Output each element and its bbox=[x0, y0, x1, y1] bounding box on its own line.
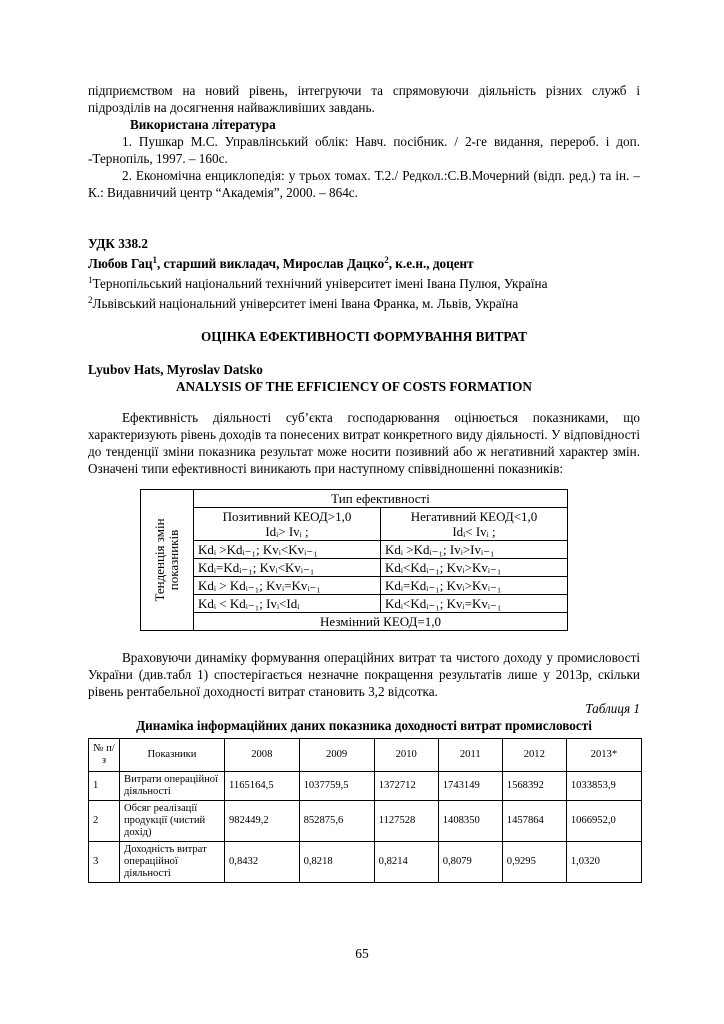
matrix-positive-header: Позитивний КЕОД>1,0 Idᵢ> Ivᵢ ; bbox=[194, 508, 381, 541]
references-heading: Використана література bbox=[130, 117, 276, 132]
table-header-cell: Показники bbox=[120, 739, 225, 772]
matrix-cell: Kdᵢ >Kdᵢ₋₁; Kvᵢ<Kvᵢ₋₁ bbox=[194, 541, 381, 559]
matrix-cell: Kdᵢ > Kdᵢ₋₁; Kvᵢ=Kvᵢ₋₁ bbox=[194, 577, 381, 595]
table-header-cell: 2012 bbox=[502, 739, 566, 772]
author-1: Любов Гац bbox=[88, 256, 153, 271]
matrix-cell: Kdᵢ=Kdᵢ₋₁; Kvᵢ>Kvᵢ₋₁ bbox=[381, 577, 568, 595]
matrix-cell: Kdᵢ<Kdᵢ₋₁; Kvᵢ>Kvᵢ₋₁ bbox=[381, 559, 568, 577]
authors-en: Lyubov Hats, Myroslav Datsko bbox=[88, 362, 263, 377]
table-header-row bbox=[89, 739, 642, 772]
table-row: 1 Витрати операційної діяльності 1165164,5 1037759,5 1372712 1743149 1568392 1033853,9 bbox=[89, 772, 642, 801]
table-header-cell: 2008 bbox=[225, 739, 300, 772]
matrix-side-label: Тенденція змін показників bbox=[141, 490, 194, 631]
matrix-type-header: Тип ефективності bbox=[194, 490, 568, 508]
matrix-cell: Kdᵢ=Kdᵢ₋₁; Kvᵢ<Kvᵢ₋₁ bbox=[194, 559, 381, 577]
table-label: Таблиця 1 bbox=[585, 701, 640, 716]
table-header-cell: 2010 bbox=[374, 739, 438, 772]
table-header-cell: 2009 bbox=[299, 739, 374, 772]
matrix-footer: Незмінний КЕОД=1,0 bbox=[194, 613, 568, 631]
table-header-cell: № п/з bbox=[89, 739, 120, 772]
intro-paragraph: підприємством на новий рівень, інтегруючи та спрямовуючи діяльність різних служб і підрозділів на досягнення найважливіших завдань. bbox=[88, 83, 640, 115]
page-number: 65 bbox=[355, 946, 369, 961]
authors-line: Любов Гац$^1$, старший викладач, Мирослав Дацко$^2$, к.е.н., доцент bbox=[88, 255, 474, 271]
table-row: 2 Обсяг реалізації продукції (чистий дохід) 982449,2 852875,6 1127528 1408350 1457864 1066952,0 bbox=[89, 801, 642, 842]
table-row: 3 Доходність витрат операційної діяльності 0,8432 0,8218 0,8214 0,8079 0,9295 1,0320 bbox=[89, 842, 642, 883]
author-2: Мирослав Дацко bbox=[282, 256, 385, 271]
paragraph-2: Враховуючи динаміку формування операційних витрат та чистого доходу у промисловості України (див.табл 1) спостерігається незначне покращення результатів лише у 2013р, скільки рівень рентабельної доходності витрат становить 3,2 відсотка. bbox=[88, 650, 640, 699]
reference-item: 2. Економічна енциклопедія: у трьох томах. Т.2./ Редкол.:С.В.Мочерний (відп. ред.) та ін. – К.: Видавничий центр “Академія”, 2000. – 864с. bbox=[88, 168, 640, 200]
matrix-cell: Kdᵢ < Kdᵢ₋₁; Ivᵢ<Idᵢ bbox=[194, 595, 381, 613]
matrix-negative-header: Негативний КЕОД<1,0 Idᵢ< Ivᵢ ; bbox=[381, 508, 568, 541]
affiliation-1: $^1$Тернопільський національний технічний університет імені Івана Пулюя, Україна bbox=[88, 275, 548, 291]
table-header-cell: 2011 bbox=[438, 739, 502, 772]
data-table bbox=[88, 738, 642, 883]
reference-item: 1. Пушкар М.С. Управлінський облік: Навч. посібник. / 2-ге видання, перероб. і доп. -Тернопіль, 1997. – 160с. bbox=[88, 134, 640, 166]
table-header-cell: 2013* bbox=[566, 739, 641, 772]
article-title-en: ANALYSIS OF THE EFFICIENCY OF COSTS FORMATION bbox=[176, 379, 532, 394]
table-title: Динаміка інформаційних даних показника доходності витрат промисловості bbox=[136, 718, 592, 733]
article-title-ua: ОЦІНКА ЕФЕКТИВНОСТІ ФОРМУВАННЯ ВИТРАТ bbox=[201, 329, 527, 344]
affiliation-2: $^2$Львівський національний університет імені Івана Франка, м. Львів, Україна bbox=[88, 295, 519, 311]
matrix-cell: Kdᵢ >Kdᵢ₋₁; Ivᵢ>Ivᵢ₋₁ bbox=[381, 541, 568, 559]
udk-code: УДК 338.2 bbox=[88, 236, 148, 251]
page-body bbox=[88, 82, 640, 883]
paragraph-1: Ефективність діяльності суб’єкта господарювання оцінюється показниками, що характеризують рівень доходів та понесених витрат конкретного виду діяльності. У відповідності до тенденції зміни показника результат може носити позивний або ж негативний характер змін. Означені типи ефективності виникають при наступному співвідношенні показників: bbox=[88, 410, 640, 476]
efficiency-matrix bbox=[140, 489, 640, 631]
matrix-cell: Kdᵢ<Kdᵢ₋₁; Kvᵢ=Kvᵢ₋₁ bbox=[381, 595, 568, 613]
